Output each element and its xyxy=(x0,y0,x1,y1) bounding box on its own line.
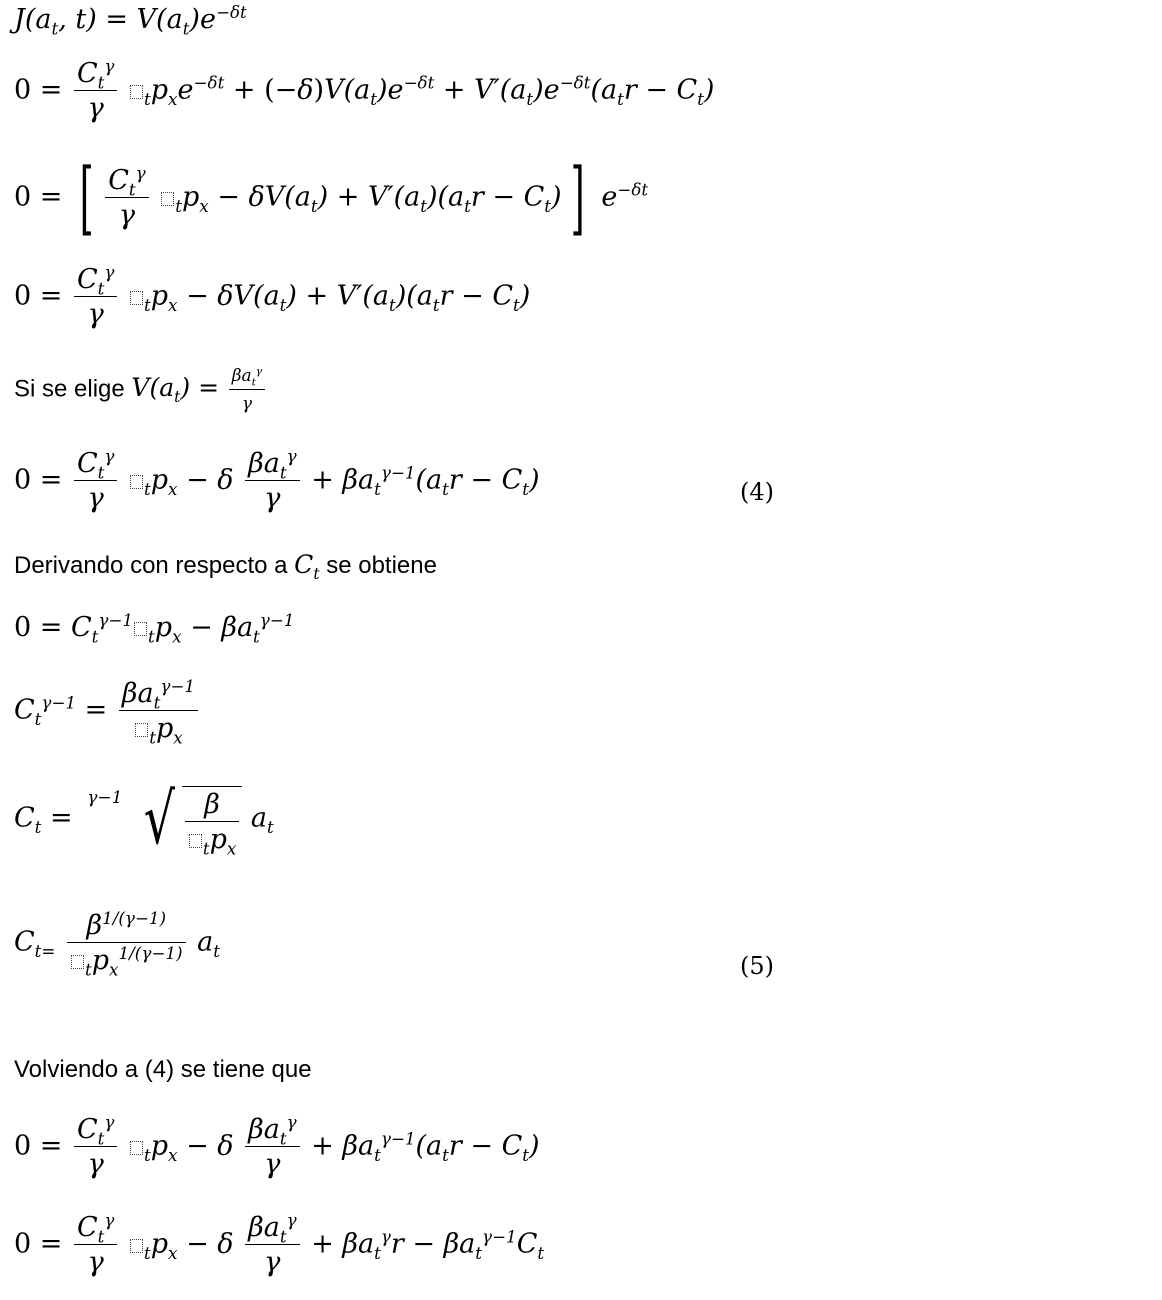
equation-3: 0 = [ $\frac{C_t^\gamma}{\gamma}$ $_tp_x - \delta V(a_t) + V'(a_t)(a_tr - C_t)$ ] $e^{-\delta t}$ xyxy=(14,151,649,244)
equation-1: $J(a_t$, $t) = V(a_t)e^{-\delta t}$ xyxy=(14,2,247,39)
equation-ct-power: $C_t^{\gamma-1}$ = $\frac{\beta a_t^{\gamma-1}}{_tp_x}$ xyxy=(14,680,201,742)
equation-repeat-4: 0 = $\frac{C_t^\gamma}{\gamma}$ $_tp_x - \delta$ $\frac{\beta a_t^\gamma}{\gamma}$ + $\beta a_t^{\gamma-1}(a_tr - C_t)$ xyxy=(14,1112,540,1180)
text-derivando: Derivando con respecto a $C_t$ se obtiene xyxy=(14,550,437,583)
equation-number-5: (5) xyxy=(740,952,774,980)
equation-4: 0 = $\frac{C_t^\gamma}{\gamma}$ $_tp_x - \delta V(a_t) + V'(a_t)(a_tr - C_t)$ xyxy=(14,262,531,330)
equation-eq5: $C_{t=}$ $\frac{\beta^{1/(\gamma-1)}}{_tp_x^{1/(\gamma-1)}}$ $a_t$ xyxy=(14,908,220,980)
derivando-prefix: Derivando con respecto a xyxy=(14,552,288,579)
si-se-elige-label: Si se elige xyxy=(14,375,125,403)
text-si-se-elige: Si se elige $V(a_t)$ = $\frac{\beta a_t^\gamma}{\gamma}$ xyxy=(14,366,268,414)
equation-root: $C_t$ = γ−1 √ $\frac{\beta}{_tp_x}$ $a_t$ xyxy=(14,778,274,860)
derivando-suffix: se obtiene xyxy=(326,552,437,579)
equation-derivative: $0 = C_t^{\gamma-1}_tp_x - \beta a_t^{\gamma-1}$ xyxy=(14,610,295,647)
equation-expanded: 0 = $\frac{C_t^\gamma}{\gamma}$ $_tp_x - \delta$ $\frac{\beta a_t^\gamma}{\gamma}$ + $\beta a_t^\gamma r - \beta a_t^{\gamma-1}C_t$ xyxy=(14,1210,545,1278)
text-volviendo: Volviendo a (4) se tiene que xyxy=(14,1056,312,1083)
equation-eq4: 0 = $\frac{C_t^\gamma}{\gamma}$ $_tp_x - \delta$ $\frac{\beta a_t^\gamma}{\gamma}$ + $\beta a_t^{\gamma-1}(a_tr - C_t)$ xyxy=(14,446,540,514)
equation-number-4: (4) xyxy=(740,478,774,506)
equation-2: 0 = $\frac{C_t^\gamma}{\gamma}$ $_tp_xe^{-\delta t} + (-\delta)V(a_t)e^{-\delta t} + V'(a_t)e^{-\delta t}(a_tr - C_t)$ xyxy=(14,56,715,124)
